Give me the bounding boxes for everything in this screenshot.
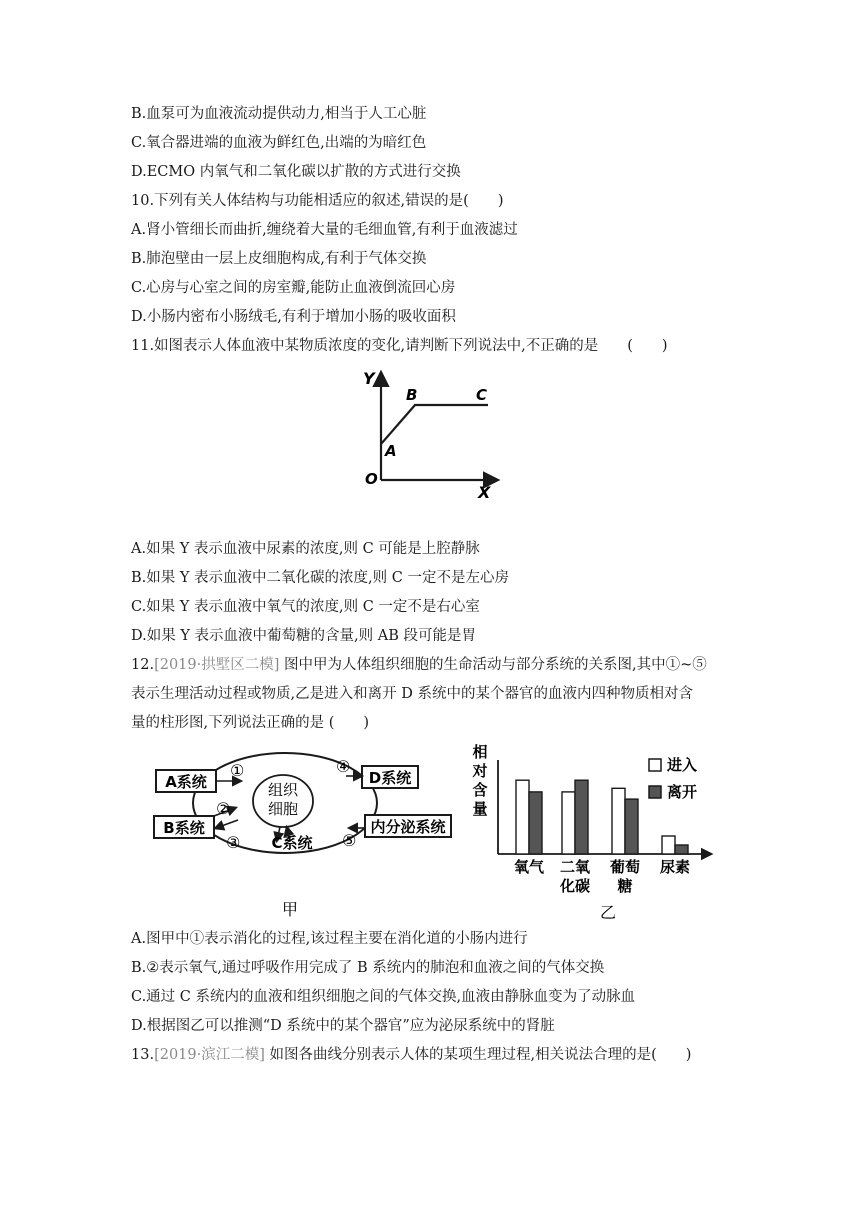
a-system-label: A系统	[165, 773, 207, 791]
origin-label: O	[365, 470, 378, 488]
point-b-label: B	[406, 386, 418, 404]
q13-text: 如图各曲线分别表示人体的某项生理过程,相关说法合理的是( )	[269, 1047, 692, 1063]
figure-yi-caption: 乙	[599, 903, 617, 922]
category-label-1: 二氧	[559, 858, 591, 876]
q10-option-b: B.肺泡壁由一层上皮细胞构成,有利于气体交换	[131, 251, 427, 267]
q11-concentration-graph	[360, 362, 510, 504]
marker-5: ⑤	[342, 831, 357, 850]
bar-enter-3	[662, 836, 675, 854]
q10-option-d: D.小肠内密布小肠绒毛,有利于增加小肠的吸收面积	[131, 309, 456, 325]
y-axis-label-group	[471, 743, 487, 818]
q11-option-b: B.如果 Y 表示血液中二氧化碳的浓度,则 C 一定不是左心房	[131, 570, 509, 586]
q12-option-a: A.图甲中①表示消化的过程,该过程主要在消化道的小肠内进行	[131, 931, 528, 947]
question-13-stem	[131, 1045, 691, 1065]
option-b-blood-pump: B.血泵可为血液流动提供动力,相当于人工心脏	[131, 106, 427, 122]
question-12-stem-line2: 表示生理活动过程或物质,乙是进入和离开 D 系统中的某个器官的血液内四种物质相对含	[131, 686, 693, 702]
category-label-2: 糖	[617, 877, 633, 895]
c-system-label: C系统	[271, 834, 313, 852]
marker-1: ①	[230, 761, 245, 780]
point-c-label: C	[476, 386, 488, 404]
y-axis-label-char: 量	[472, 800, 488, 818]
q12-number: 12.	[131, 657, 155, 673]
q11-option-c: C.如果 Y 表示血液中氧气的浓度,则 C 一定不是右心室	[131, 599, 480, 615]
q12-text-1: 图中甲为人体组织细胞的生命活动与部分系统的关系图,其中①~⑤	[284, 657, 707, 673]
q12-option-c: C.通过 C 系统内的血液和组织细胞之间的气体交换,血液由静脉血变为了动脉血	[131, 989, 636, 1005]
q13-number: 13.	[131, 1047, 155, 1063]
figure-jia-system-diagram	[150, 748, 460, 920]
legend-label-leave: 离开	[667, 783, 698, 801]
q12-option-b: B.②表示氧气,通过呼吸作用完成了 B 系统内的肺泡和血液之间的气体交换	[131, 960, 605, 976]
question-12-stem-line1	[131, 655, 707, 675]
category-label-3: 尿素	[659, 858, 691, 876]
chart-category-labels	[514, 858, 690, 895]
marker-3: ③	[226, 833, 241, 852]
q12-source: [2019·拱墅区二模]	[154, 657, 280, 673]
legend-label-enter: 进入	[667, 756, 698, 774]
q13-source: [2019·滨江二模]	[154, 1047, 265, 1063]
option-d-ecmo: D.ECMO 内氧气和二氧化碳以扩散的方式进行交换	[131, 164, 461, 180]
marker-2: ②	[216, 799, 231, 818]
b-system-label: B系统	[163, 819, 205, 837]
bar-leave-3	[675, 845, 688, 854]
y-axis-label-char: 相	[472, 743, 488, 761]
bar-leave-2	[625, 799, 638, 854]
chart-bars	[516, 780, 688, 854]
bar-leave-0	[529, 792, 542, 854]
category-label-0: 氧气	[513, 858, 545, 876]
tissue-cell-label-1: 组织	[267, 781, 299, 799]
y-axis-label-char: 含	[472, 781, 488, 799]
y-axis-label-char: 对	[472, 762, 488, 780]
legend-swatch-enter	[649, 759, 661, 771]
d-system-label: D系统	[368, 769, 412, 787]
tissue-cell-label-2: 细胞	[267, 800, 299, 818]
y-axis-label: Y	[363, 369, 375, 388]
q11-option-d: D.如果 Y 表示血液中葡萄糖的含量,则 AB 段可能是胃	[131, 628, 476, 644]
figure-yi-bar-chart	[466, 742, 716, 922]
question-11-stem: 11.如图表示人体血液中某物质浓度的变化,请判断下列说法中,不正确的是 ( )	[131, 338, 668, 354]
category-label-2: 葡萄	[609, 858, 641, 876]
legend-swatch-leave	[649, 786, 661, 798]
figure-jia-caption: 甲	[281, 900, 299, 919]
bar-leave-1	[575, 780, 588, 854]
q10-option-a: A.肾小管细长而曲折,缠绕着大量的毛细血管,有利于血液滤过	[131, 222, 518, 238]
option-c-oxygenator: C.氧合器进端的血液为鲜红色,出端的为暗红色	[131, 135, 427, 151]
category-label-1: 化碳	[559, 877, 591, 895]
endocrine-system-label: 内分泌系统	[370, 818, 446, 836]
point-a-label: A	[385, 442, 397, 460]
q11-option-a: A.如果 Y 表示血液中尿素的浓度,则 C 可能是上腔静脉	[131, 541, 480, 557]
bar-enter-2	[612, 788, 625, 854]
bar-enter-0	[516, 780, 529, 854]
q12-option-d: D.根据图乙可以推测“D 系统中的某个器官”应为泌尿系统中的肾脏	[131, 1018, 555, 1034]
x-axis-label: X	[478, 483, 491, 502]
question-12-stem-line3: 量的柱形图,下列说法正确的是 ( )	[131, 715, 370, 731]
marker-4: ④	[336, 757, 351, 776]
q10-option-c: C.心房与心室之间的房室瓣,能防止血液倒流回心房	[131, 280, 456, 296]
concentration-curve	[381, 405, 488, 444]
bar-enter-1	[562, 792, 575, 854]
question-10-stem: 10.下列有关人体结构与功能相适应的叙述,错误的是( )	[131, 193, 504, 209]
